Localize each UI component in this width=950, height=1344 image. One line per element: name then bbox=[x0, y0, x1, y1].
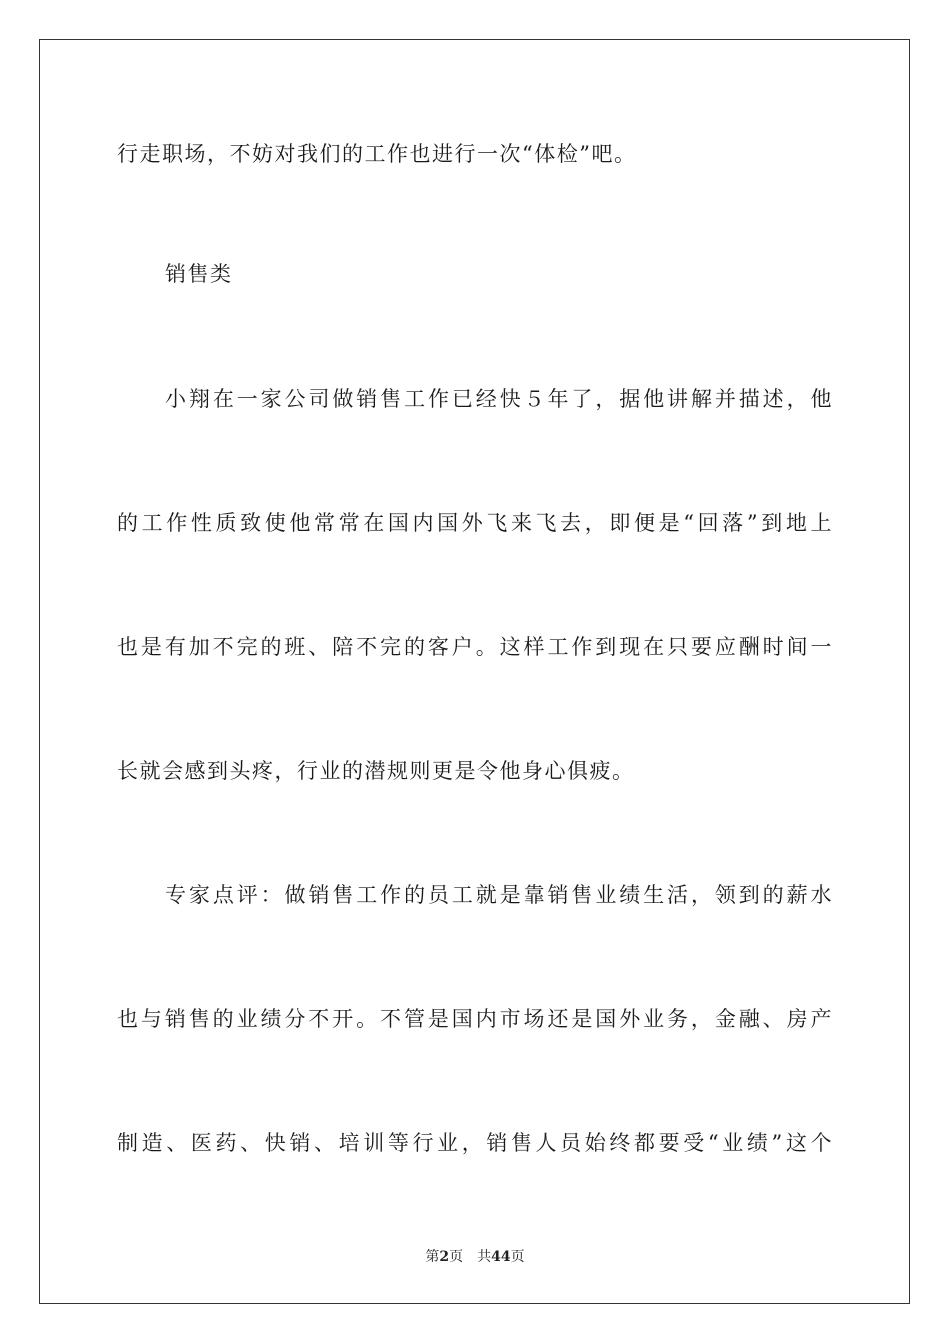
section-heading: 销售类 bbox=[165, 262, 233, 286]
footer-page-prefix: 第 bbox=[425, 1249, 440, 1265]
paragraph-line-5: 也是有加不完的班、陪不完的客户。这样工作到现在只要应酬时间一 bbox=[117, 635, 833, 659]
paragraph-line-7: 专家点评：做销售工作的员工就是靠销售业绩生活，领到的薪水 bbox=[165, 883, 833, 907]
paragraph-line-6: 长就会感到头疼，行业的潜规则更是令他身心俱疲。 bbox=[117, 759, 635, 783]
footer-page-suffix: 页 bbox=[449, 1249, 464, 1265]
paragraph-line-3: 小翔在一家公司做销售工作已经快５年了，据他讲解并描述，他 bbox=[165, 387, 833, 411]
paragraph-line-8: 也与销售的业绩分不开。不管是国内市场还是国外业务，金融、房产 bbox=[117, 1007, 833, 1031]
paragraph-line-1: 行走职场，不妨对我们的工作也进行一次“体检”吧。 bbox=[117, 142, 637, 166]
page-footer bbox=[0, 1247, 950, 1267]
footer-total-suffix: 页 bbox=[510, 1249, 525, 1265]
paragraph-line-4: 的工作性质致使他常常在国内国外飞来飞去，即便是“回落”到地上 bbox=[117, 511, 833, 535]
page-border bbox=[39, 39, 910, 1304]
footer-total-pages: 44 bbox=[491, 1249, 511, 1265]
footer-total-prefix: 共 bbox=[477, 1249, 492, 1265]
paragraph-line-9: 制造、医药、快销、培训等行业，销售人员始终都要受“业绩”这个 bbox=[117, 1131, 833, 1155]
footer-page-number: 2 bbox=[439, 1249, 450, 1265]
